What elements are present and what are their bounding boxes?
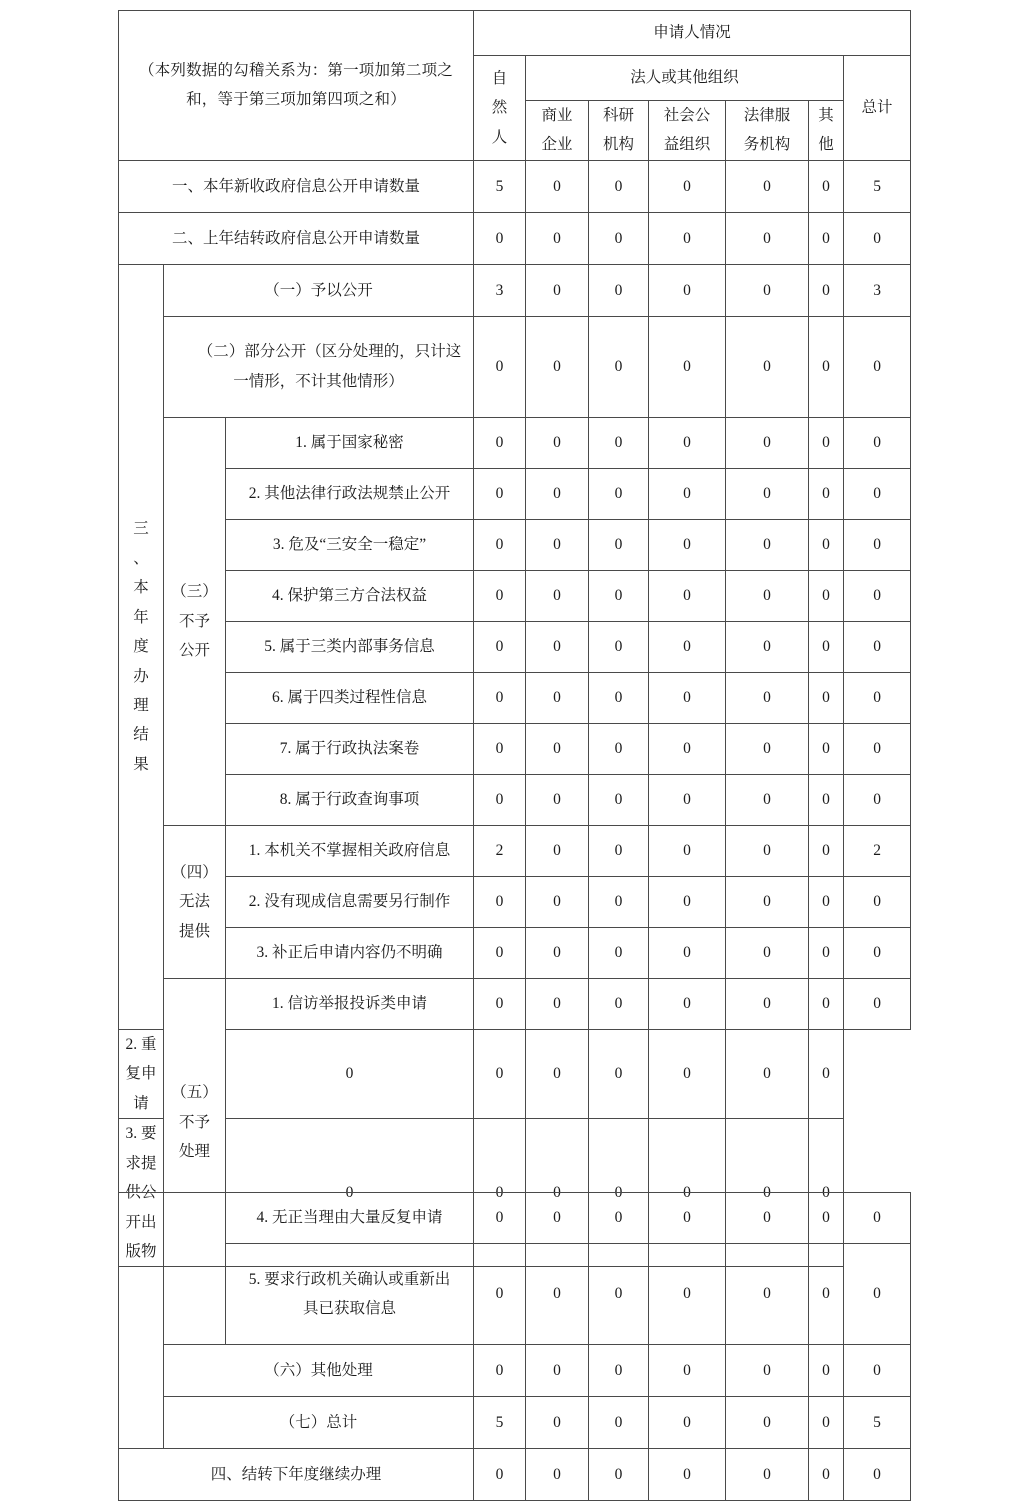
cell-value: 0 xyxy=(649,1193,726,1244)
cell-value: 0 xyxy=(726,825,809,876)
row-label: 8. 属于行政查询事项 xyxy=(226,774,474,825)
label-char: 果 xyxy=(133,755,149,773)
cell-value: 0 xyxy=(809,212,844,264)
cell-value: 0 xyxy=(726,621,809,672)
cell-value: 0 xyxy=(526,264,589,316)
group-label-line: （四） xyxy=(171,863,218,881)
cell-value: 0 xyxy=(589,927,649,978)
cell-value: 0 xyxy=(649,417,726,468)
table-header-row-1 xyxy=(119,11,911,56)
cell-value: 0 xyxy=(474,876,526,927)
label-char: 、 xyxy=(133,549,149,567)
cell-value: 0 xyxy=(844,774,911,825)
row-label-section-3-vertical-cont xyxy=(119,1193,164,1449)
table-row-item-1 xyxy=(119,264,911,316)
cell-value: 0 xyxy=(844,468,911,519)
cell-value: 0 xyxy=(809,927,844,978)
table-row-item-3-5 xyxy=(119,621,911,672)
cell-value: 0 xyxy=(649,723,726,774)
group-label-line: 处理 xyxy=(178,1143,210,1161)
cell-value: 0 xyxy=(649,978,726,1029)
cell-value: 0 xyxy=(809,417,844,468)
cell-value: 0 xyxy=(649,621,726,672)
cell-value: 0 xyxy=(649,876,726,927)
cell-value: 0 xyxy=(474,1193,526,1244)
cell-value: 0 xyxy=(589,212,649,264)
cell-value: 0 xyxy=(649,1345,726,1397)
cell-value: 0 xyxy=(809,672,844,723)
table-row-item-3-4 xyxy=(119,570,911,621)
label-char: 本 xyxy=(133,579,149,597)
cell-value: 0 xyxy=(526,876,589,927)
cell-value: 0 xyxy=(474,1244,526,1345)
cell-value: 0 xyxy=(726,1397,809,1449)
table-row-section-2 xyxy=(119,212,911,264)
cell-value: 0 xyxy=(726,927,809,978)
cell-value: 0 xyxy=(844,723,911,774)
group-label-item-5-cont xyxy=(164,1193,226,1345)
cell-value: 0 xyxy=(726,723,809,774)
cell-value: 0 xyxy=(526,774,589,825)
row-label: 2. 其他法律行政法规禁止公开 xyxy=(226,468,474,519)
cell-value: 0 xyxy=(649,774,726,825)
cell-value: 0 xyxy=(844,1449,911,1501)
cell-value: 0 xyxy=(589,1029,649,1118)
checksum-note-line-1: （本列数据的勾稽关系为：第一项加第二项之 xyxy=(139,62,454,79)
cell-value: 0 xyxy=(474,417,526,468)
cell-value: 0 xyxy=(809,1345,844,1397)
cell-value: 0 xyxy=(526,927,589,978)
header-line: 社会公 xyxy=(663,107,711,124)
cell-value: 0 xyxy=(589,1345,649,1397)
cell-value: 0 xyxy=(726,212,809,264)
table-row-item-4-3 xyxy=(119,927,911,978)
header-col-research-institution xyxy=(589,101,649,161)
cell-value: 0 xyxy=(226,1119,474,1267)
cell-value: 0 xyxy=(649,1029,726,1118)
cell-value: 0 xyxy=(844,876,911,927)
cell-value: 0 xyxy=(526,519,589,570)
group-label-item-4 xyxy=(164,825,226,978)
table-row-item-3-2 xyxy=(119,468,911,519)
cell-value: 0 xyxy=(526,621,589,672)
header-col-natural-person xyxy=(474,56,526,161)
table-row-item-5-5 xyxy=(119,1244,911,1345)
cell-value: 0 xyxy=(649,1244,726,1345)
cell-value: 0 xyxy=(809,621,844,672)
cell-value: 0 xyxy=(726,1345,809,1397)
header-applicant-group: 申请人情况 xyxy=(474,11,911,56)
cell-value: 0 xyxy=(526,417,589,468)
table-row-item-4-2 xyxy=(119,876,911,927)
cell-value: 0 xyxy=(809,570,844,621)
cell-value: 0 xyxy=(726,316,809,417)
cell-value: 0 xyxy=(526,672,589,723)
header-col-legal-service-org xyxy=(726,101,809,161)
header-line: 他 xyxy=(818,136,834,154)
cell-value: 5 xyxy=(474,1397,526,1449)
cell-value: 0 xyxy=(844,672,911,723)
cell-value: 0 xyxy=(844,212,911,264)
cell-value: 0 xyxy=(649,160,726,212)
cell-value: 0 xyxy=(726,1193,809,1244)
header-char: 然 xyxy=(491,99,508,117)
row-label: 5. 属于三类内部事务信息 xyxy=(226,621,474,672)
cell-value: 0 xyxy=(726,417,809,468)
cell-value: 0 xyxy=(226,1029,474,1118)
label-char: 结 xyxy=(133,726,149,744)
checksum-note-line-2: 和，等于第三项加第四项之和） xyxy=(186,91,406,109)
cell-value: 0 xyxy=(649,316,726,417)
cell-value: 0 xyxy=(474,519,526,570)
cell-value: 0 xyxy=(809,519,844,570)
cell-value: 0 xyxy=(649,672,726,723)
header-col-social-welfare-org xyxy=(649,101,726,161)
cell-value: 0 xyxy=(649,1397,726,1449)
table-row-item-7 xyxy=(119,1397,911,1449)
cell-value: 0 xyxy=(809,264,844,316)
cell-value: 0 xyxy=(474,212,526,264)
cell-value: 0 xyxy=(474,978,526,1029)
cell-value: 0 xyxy=(589,1244,649,1345)
cell-value: 0 xyxy=(589,316,649,417)
cell-value: 0 xyxy=(649,825,726,876)
checksum-note-cell xyxy=(119,11,474,161)
cell-value: 0 xyxy=(474,468,526,519)
row-label-line-2: 具已获取信息 xyxy=(302,1300,396,1317)
table-row-item-3-1 xyxy=(119,417,911,468)
group-label-line: 提供 xyxy=(178,922,210,940)
cell-value: 0 xyxy=(589,621,649,672)
cell-value: 0 xyxy=(589,519,649,570)
cell-value: 2 xyxy=(844,825,911,876)
cell-value: 0 xyxy=(526,160,589,212)
row-label-item-2-line-2: 一情形，不计其他情形） xyxy=(233,372,404,390)
label-char: 年 xyxy=(133,608,149,626)
cell-value: 0 xyxy=(526,723,589,774)
cell-value: 0 xyxy=(809,774,844,825)
cell-value: 0 xyxy=(526,1345,589,1397)
row-label: 3. 补正后申请内容仍不明确 xyxy=(226,927,474,978)
disclosure-statistics-table-part-2 xyxy=(118,1192,911,1501)
cell-value: 5 xyxy=(844,160,911,212)
cell-value: 5 xyxy=(474,160,526,212)
header-line: 企业 xyxy=(541,136,573,154)
cell-value: 0 xyxy=(649,1119,726,1267)
cell-value: 0 xyxy=(844,417,911,468)
cell-value: 0 xyxy=(589,1119,649,1267)
cell-value: 0 xyxy=(526,1029,589,1118)
cell-value: 0 xyxy=(474,570,526,621)
cell-value: 0 xyxy=(526,1119,589,1267)
cell-value: 0 xyxy=(589,774,649,825)
cell-value: 0 xyxy=(474,621,526,672)
cell-value: 0 xyxy=(526,1244,589,1345)
cell-value: 0 xyxy=(809,876,844,927)
row-label-section-1: 一、本年新收政府信息公开申请数量 xyxy=(119,160,474,212)
cell-value: 0 xyxy=(589,825,649,876)
row-label-item-1: （一）予以公开 xyxy=(164,264,474,316)
table-row-item-4-1 xyxy=(119,825,911,876)
table-row-item-2 xyxy=(119,316,911,417)
cell-value: 0 xyxy=(589,876,649,927)
cell-value: 0 xyxy=(589,570,649,621)
cell-value: 0 xyxy=(809,1193,844,1244)
cell-value: 0 xyxy=(809,160,844,212)
cell-value: 0 xyxy=(526,978,589,1029)
cell-value: 0 xyxy=(809,1244,844,1345)
header-legal-person-group: 法人或其他组织 xyxy=(526,56,844,101)
cell-value: 0 xyxy=(474,672,526,723)
group-label-line: 不予 xyxy=(178,1113,210,1131)
row-label-section-2: 二、上年结转政府信息公开申请数量 xyxy=(119,212,474,264)
cell-value: 0 xyxy=(726,1029,809,1118)
cell-value: 0 xyxy=(649,1449,726,1501)
row-label: 6. 属于四类过程性信息 xyxy=(226,672,474,723)
table-row-item-3-7 xyxy=(119,723,911,774)
table-row-item-5-1 xyxy=(119,978,911,1029)
header-line: 其 xyxy=(818,107,834,124)
cell-value: 0 xyxy=(726,1449,809,1501)
cell-value: 0 xyxy=(474,774,526,825)
cell-value: 0 xyxy=(844,1244,911,1345)
row-label: 4. 保护第三方合法权益 xyxy=(226,570,474,621)
header-line: 务机构 xyxy=(743,136,791,154)
header-line: 科研 xyxy=(603,107,635,124)
table-row-item-3-6 xyxy=(119,672,911,723)
cell-value: 0 xyxy=(526,1397,589,1449)
header-char: 人 xyxy=(491,128,508,146)
cell-value: 0 xyxy=(474,723,526,774)
label-char: 度 xyxy=(133,638,149,656)
cell-value: 0 xyxy=(526,1193,589,1244)
group-label-line: 不予 xyxy=(178,612,210,630)
cell-value: 0 xyxy=(649,927,726,978)
row-label-item-7: （七）总计 xyxy=(164,1397,474,1449)
cell-value: 0 xyxy=(809,978,844,1029)
cell-value: 0 xyxy=(726,264,809,316)
label-char: 理 xyxy=(133,697,149,715)
label-char: 办 xyxy=(133,667,149,685)
row-label-section-3-vertical xyxy=(119,264,164,1029)
cell-value: 0 xyxy=(809,316,844,417)
cell-value: 0 xyxy=(589,723,649,774)
cell-value: 0 xyxy=(726,1244,809,1345)
cell-value: 0 xyxy=(844,621,911,672)
header-line: 商业 xyxy=(541,107,573,124)
row-label-section-4: 四、结转下年度继续办理 xyxy=(119,1449,474,1501)
row-label: 2. 没有现成信息需要另行制作 xyxy=(226,876,474,927)
cell-value: 0 xyxy=(474,1345,526,1397)
cell-value: 3 xyxy=(474,264,526,316)
cell-value: 0 xyxy=(809,1449,844,1501)
header-col-total: 总计 xyxy=(844,56,911,161)
row-label: 3. 危及“三安全一稳定” xyxy=(226,519,474,570)
cell-value: 0 xyxy=(526,316,589,417)
cell-value: 0 xyxy=(526,825,589,876)
table-row-section-1 xyxy=(119,160,911,212)
group-label-item-3 xyxy=(164,417,226,825)
group-label-line: （三） xyxy=(171,583,218,601)
cell-value: 0 xyxy=(589,1449,649,1501)
cell-value: 0 xyxy=(726,519,809,570)
row-label-item-2-line-1: （二）部分公开（区分处理的，只计这 xyxy=(197,343,462,361)
label-char: 三 xyxy=(133,520,149,538)
group-label-line: 公开 xyxy=(178,642,210,660)
header-line: 益组织 xyxy=(663,136,711,154)
cell-value: 3 xyxy=(844,264,911,316)
table-row-item-5-4 xyxy=(119,1193,911,1244)
row-label: 1. 本机关不掌握相关政府信息 xyxy=(226,825,474,876)
cell-value: 0 xyxy=(726,672,809,723)
row-label: 4. 无正当理由大量反复申请 xyxy=(226,1193,474,1244)
cell-value: 0 xyxy=(474,1119,526,1267)
cell-value: 0 xyxy=(726,570,809,621)
cell-value: 0 xyxy=(809,1029,844,1118)
header-col-commercial-enterprise xyxy=(526,101,589,161)
cell-value: 0 xyxy=(649,212,726,264)
cell-value: 0 xyxy=(809,825,844,876)
cell-value: 0 xyxy=(589,264,649,316)
cell-value: 0 xyxy=(809,1397,844,1449)
cell-value: 0 xyxy=(589,672,649,723)
header-char: 自 xyxy=(491,69,508,87)
cell-value: 0 xyxy=(726,774,809,825)
cell-value: 0 xyxy=(809,1119,844,1267)
row-label-item-2 xyxy=(164,316,474,417)
cell-value: 0 xyxy=(649,570,726,621)
table-row-item-5-2 xyxy=(119,1029,911,1118)
cell-value: 0 xyxy=(474,927,526,978)
row-label: 3. 要求提供公开出版物 xyxy=(119,1119,164,1267)
header-col-other xyxy=(809,101,844,161)
cell-value: 0 xyxy=(726,160,809,212)
cell-value: 0 xyxy=(809,723,844,774)
cell-value: 0 xyxy=(726,876,809,927)
group-label-line: 无法 xyxy=(178,893,210,911)
cell-value: 0 xyxy=(844,1193,911,1244)
disclosure-statistics-table-part-1 xyxy=(118,10,911,1267)
cell-value: 0 xyxy=(844,978,911,1029)
header-line: 机构 xyxy=(603,136,635,154)
cell-value: 0 xyxy=(726,468,809,519)
cell-value: 0 xyxy=(526,1449,589,1501)
table-row-item-6 xyxy=(119,1345,911,1397)
cell-value: 5 xyxy=(844,1397,911,1449)
cell-value: 0 xyxy=(649,519,726,570)
row-label: 2. 重复申请 xyxy=(119,1029,164,1118)
cell-value: 0 xyxy=(589,1397,649,1449)
header-line: 法律服 xyxy=(743,107,791,124)
row-label-item-6: （六）其他处理 xyxy=(164,1345,474,1397)
row-label: 1. 属于国家秘密 xyxy=(226,417,474,468)
cell-value: 0 xyxy=(649,468,726,519)
cell-value: 0 xyxy=(844,519,911,570)
cell-value: 0 xyxy=(649,264,726,316)
group-label-line: （五） xyxy=(171,1084,218,1102)
row-label: 7. 属于行政执法案卷 xyxy=(226,723,474,774)
cell-value: 2 xyxy=(474,825,526,876)
row-label: 1. 信访举报投诉类申请 xyxy=(226,978,474,1029)
cell-value: 0 xyxy=(474,1029,526,1118)
cell-value: 0 xyxy=(589,978,649,1029)
table-row-item-3-8 xyxy=(119,774,911,825)
cell-value: 0 xyxy=(589,468,649,519)
cell-value: 0 xyxy=(526,570,589,621)
cell-value: 0 xyxy=(726,978,809,1029)
cell-value: 0 xyxy=(726,1119,809,1267)
cell-value: 0 xyxy=(844,570,911,621)
table-row-section-4 xyxy=(119,1449,911,1501)
cell-value: 0 xyxy=(589,417,649,468)
cell-value: 0 xyxy=(844,316,911,417)
cell-value: 0 xyxy=(589,160,649,212)
cell-value: 0 xyxy=(526,468,589,519)
cell-value: 0 xyxy=(589,1193,649,1244)
row-label xyxy=(226,1244,474,1345)
cell-value: 0 xyxy=(474,1449,526,1501)
cell-value: 0 xyxy=(844,1345,911,1397)
cell-value: 0 xyxy=(526,212,589,264)
row-label-line-1: 5. 要求行政机关确认或重新出 xyxy=(248,1270,451,1288)
table-row-item-3-3 xyxy=(119,519,911,570)
cell-value: 0 xyxy=(474,316,526,417)
cell-value: 0 xyxy=(809,468,844,519)
cell-value: 0 xyxy=(844,927,911,978)
